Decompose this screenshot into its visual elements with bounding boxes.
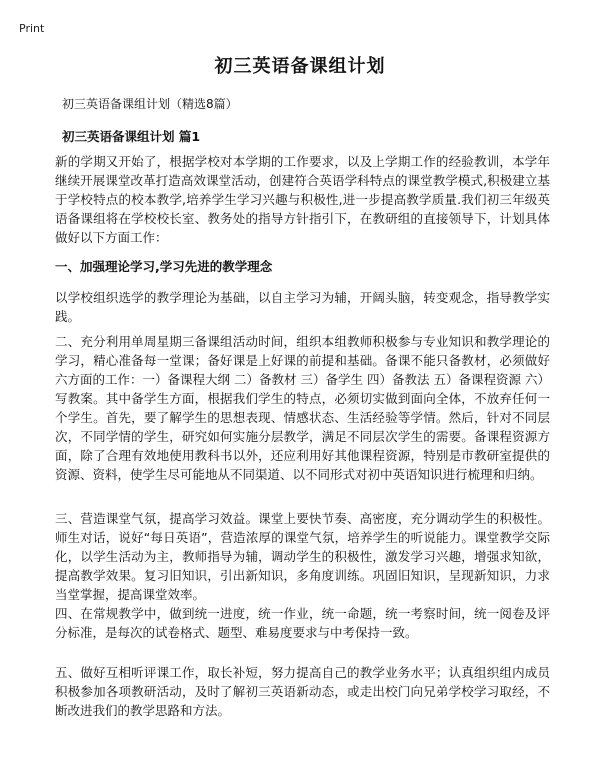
intro-paragraph: 新的学期又开始了，根据学校对本学期的工作要求，以及上学期工作的经验教训，本学年继续开展课堂改革打造高效课堂活动，创建符合英语学科特点的课堂教学模式,积极建立基于学校特点的校本教学,培养学生学习兴趣与积极性,进一步提高教学质量.我们初三年级英语备课组将在学校校长室、教务处的指导方针指引下，在教研组的直接领导下，计划具体做好以下方面工作：	[55, 154, 551, 245]
paragraph-peer-evaluation: 五、做好互相听评课工作，取长补短，努力提高自己的教学业务水平；认真组织组内成员积极参加各项教研活动，及时了解初三英语新动态，或走出校门向兄弟学校学习取经，不断改进我们的教学思路和方法。	[55, 665, 550, 718]
heading-theory-study: 一、加强理论学习,学习先进的教学理念	[55, 259, 273, 274]
paragraph-classroom-atmosphere: 三、营造课堂气氛，提高学习效益。课堂上要快节奏、高密度，充分调动学生的积极性。师生对话，说好“每日英语”，营造浓厚的课堂气氛，培养学生的听说能力。课堂教学交际化，以学生活动为主，教师指导为辅，调动学生的积极性，激发学习兴趣，增强求知欲，提高教学效果。复习旧知识，引出新知识，多角度训练。巩固旧知识，呈现新知识，力求当堂掌握，提高课堂效率。	[55, 511, 550, 602]
document-subtitle: 初三英语备课组计划（精选8篇）	[62, 97, 238, 111]
section-heading: 初三英语备课组计划 篇1	[62, 129, 201, 144]
paragraph-lesson-preparation: 二、充分利用单周星期三备课组活动时间，组织本组教师积极参与专业知识和教学理论的学习，精心准备每一堂课；备好课是上好课的前提和基础。备课不能只备教材，必须做好六方面的工作：一）备课程大纲 二）备教材 三）备学生 四）备教法 五）备课程资源 六）写教案。其中备学生方面，根据我们学生的特点，必须切实做到面向全体，不放弃任何一个学生。首先，要了解学生的思想表现、情感状态、生活经验等学情。然后，针对不同层次，不同学情的学生，研究如何实施分层教学，满足不同层次学生的需要。备课程资源方面，除了合理有效地使用教科书以外，还应利用好其他课程资源，特别是市教研室提供的资源、资料，使学生尽可能地从不同渠道、以不同形式对初中英语知识进行梳理和归纳。	[55, 334, 550, 482]
print-link[interactable]: Print	[19, 22, 45, 35]
document-title: 初三英语备课组计划	[214, 56, 386, 77]
paragraph-theory-study: 以学校组织选学的教学理论为基础，以自主学习为辅，开阔头脑，转变观念，指导教学实践。	[55, 290, 550, 324]
paragraph-unified-teaching: 四、在常规教学中，做到统一进度，统一作业，统一命题，统一考察时间，统一阅卷及评分标准，是每次的试卷格式、题型、难易度要求与中考保持一致。	[55, 606, 550, 640]
